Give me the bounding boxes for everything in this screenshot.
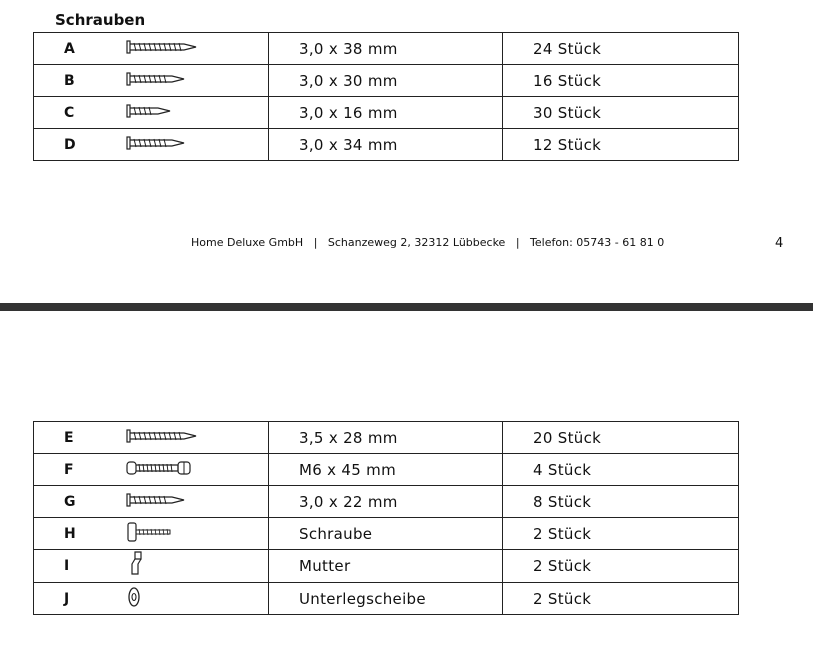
part-size-cell: 3,5 x 28 mm [269, 422, 503, 454]
part-letter: E [64, 429, 74, 446]
footer-phone: Telefon: 05743 - 61 81 0 [530, 236, 665, 249]
part-id-cell [34, 550, 269, 583]
part-letter: G [64, 493, 76, 510]
table-row [34, 129, 739, 161]
part-quantity-cell: 8 Stück [503, 486, 739, 518]
screw-icon [126, 71, 186, 91]
table-row [34, 583, 739, 615]
part-id-cell [34, 486, 269, 518]
section-heading: Schrauben [55, 11, 146, 29]
footer-company: Home Deluxe GmbH [191, 236, 304, 249]
part-letter: C [64, 104, 75, 121]
part-letter: B [64, 72, 75, 89]
part-size-cell: 3,0 x 22 mm [269, 486, 503, 518]
part-id-cell [34, 518, 269, 550]
page-number: 4 [775, 236, 784, 251]
part-quantity-cell: 2 Stück [503, 583, 739, 615]
footer-separator: | [313, 236, 318, 249]
table-row [34, 33, 739, 65]
part-id-cell [34, 422, 269, 454]
table-row [34, 550, 739, 583]
part-id-cell [34, 129, 269, 161]
parts-table-bottom [33, 421, 739, 615]
part-letter: H [64, 525, 76, 542]
long-screw-icon [126, 39, 198, 59]
table-row [34, 454, 739, 486]
part-size-cell: Mutter [269, 550, 503, 583]
washer-icon [126, 586, 142, 612]
nut-icon [126, 550, 146, 582]
part-id-cell [34, 454, 269, 486]
part-size-cell: 3,0 x 34 mm [269, 129, 503, 161]
machine-bolt-icon [126, 459, 192, 481]
part-letter: I [64, 558, 70, 574]
part-size-cell: M6 x 45 mm [269, 454, 503, 486]
part-id-cell [34, 33, 269, 65]
part-size-cell: 3,0 x 16 mm [269, 97, 503, 129]
part-quantity-cell: 24 Stück [503, 33, 739, 65]
screw-icon [126, 492, 186, 512]
part-quantity-cell: 2 Stück [503, 550, 739, 583]
table-row [34, 422, 739, 454]
screw-icon [126, 135, 186, 155]
part-letter: A [64, 40, 75, 57]
part-letter: J [64, 590, 70, 607]
page-footer [191, 236, 664, 249]
part-quantity-cell: 30 Stück [503, 97, 739, 129]
part-quantity-cell: 20 Stück [503, 422, 739, 454]
long-screw-icon [126, 428, 198, 448]
part-id-cell [34, 97, 269, 129]
part-quantity-cell: 4 Stück [503, 454, 739, 486]
part-quantity-cell: 16 Stück [503, 65, 739, 97]
part-letter: D [64, 136, 76, 153]
table-row [34, 65, 739, 97]
part-quantity-cell: 12 Stück [503, 129, 739, 161]
table-row [34, 518, 739, 550]
part-quantity-cell: 2 Stück [503, 518, 739, 550]
page-divider-bar [0, 303, 813, 311]
part-id-cell [34, 583, 269, 615]
table-row [34, 97, 739, 129]
short-screw-icon [126, 103, 172, 123]
footer-separator: | [515, 236, 520, 249]
part-size-cell: Schraube [269, 518, 503, 550]
footer-address: Schanzeweg 2, 32312 Lübbecke [327, 236, 506, 249]
part-size-cell: Unterlegscheibe [269, 583, 503, 615]
part-letter: F [64, 461, 74, 478]
bolt-icon [126, 522, 172, 546]
part-size-cell: 3,0 x 38 mm [269, 33, 503, 65]
part-size-cell: 3,0 x 30 mm [269, 65, 503, 97]
part-id-cell [34, 65, 269, 97]
table-row [34, 486, 739, 518]
parts-table-top [33, 32, 739, 161]
